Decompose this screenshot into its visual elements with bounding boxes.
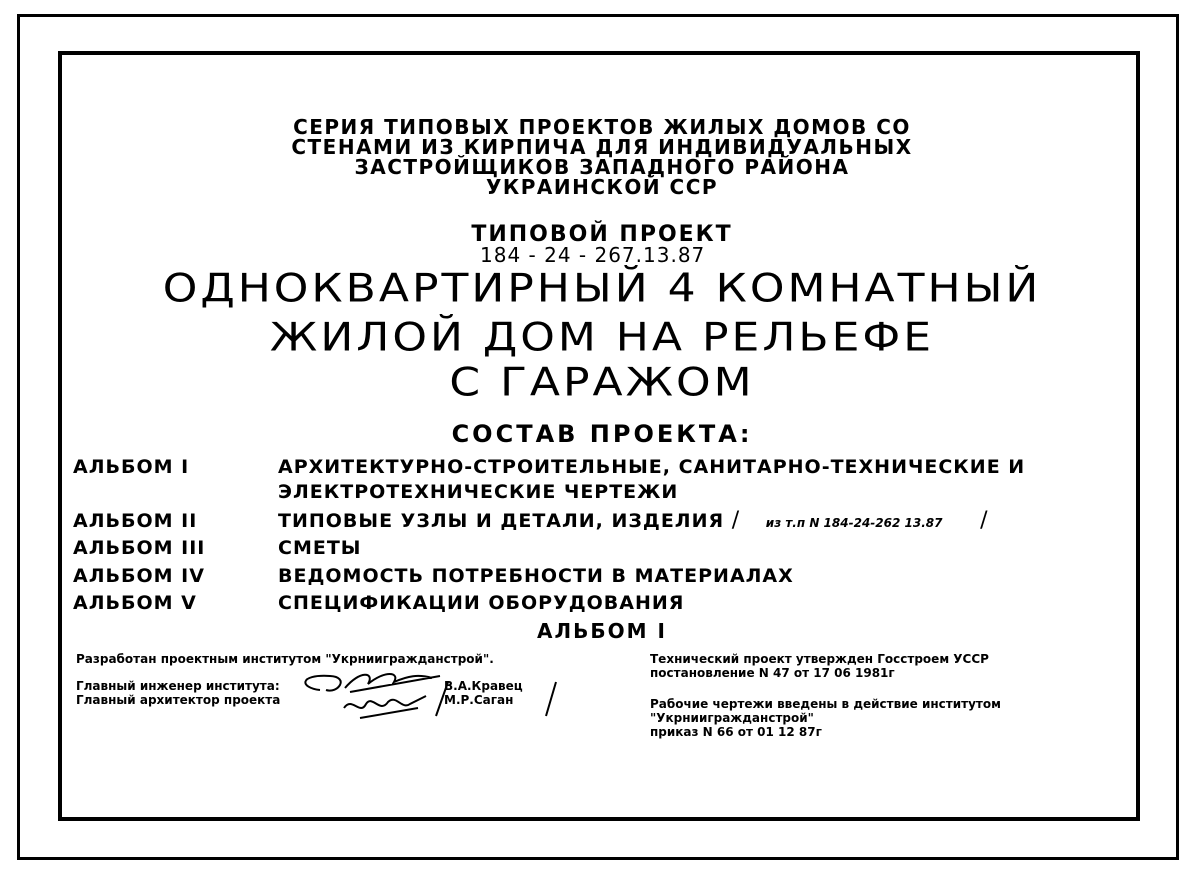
project-number: 184 - 24 - 267.13.87 — [480, 243, 706, 267]
series-line: СЕРИЯ ТИПОВЫХ ПРОЕКТОВ ЖИЛЫХ ДОМОВ СО — [293, 115, 911, 139]
staff-name: В.А.Кравец — [444, 679, 523, 693]
typical-project-label: ТИПОВОЙ ПРОЕКТ — [471, 222, 733, 247]
album-name: АЛЬБОМ II — [73, 510, 198, 532]
album-description: АРХИТЕКТУРНО-СТРОИТЕЛЬНЫЕ, САНИТАРНО-ТЕХНИЧЕСКИЕ И — [278, 456, 1026, 478]
working-drawings-line: "Укрниигражданстрой" — [650, 711, 814, 725]
series-line: СТЕНАМИ ИЗ КИРПИЧА ДЛЯ ИНДИВИДУАЛЬНЫХ — [291, 135, 913, 159]
staff-name: М.Р.Саган — [444, 693, 514, 707]
signature-separator — [428, 676, 558, 720]
approval-line: постановление N 47 от 17 06 1981г — [650, 666, 895, 680]
album-description: СМЕТЫ — [278, 537, 362, 559]
slash-divider: / — [731, 508, 741, 533]
title-line: ЖИЛОЙ ДОМ НА РЕЛЬЕФЕ — [269, 314, 935, 361]
album-description: ВЕДОМОСТЬ ПОТРЕБНОСТИ В МАТЕРИАЛАХ — [278, 565, 794, 587]
current-album: АЛЬБОМ I — [537, 619, 667, 643]
album-description-continued: ЭЛЕКТРОТЕХНИЧЕСКИЕ ЧЕРТЕЖИ — [278, 481, 679, 503]
album-row — [73, 508, 989, 533]
album-name: АЛЬБОМ III — [73, 537, 206, 559]
working-drawings-line: Рабочие чертежи введены в действие институтом — [650, 697, 1001, 711]
series-heading — [0, 117, 1204, 197]
album-name: АЛЬБОМ V — [73, 592, 197, 614]
slash-divider: / — [980, 508, 989, 533]
album-row — [73, 565, 794, 587]
composition-heading: СОСТАВ ПРОЕКТА: — [451, 420, 753, 448]
series-line: ЗАСТРОЙЩИКОВ ЗАПАДНОГО РАЙОНА — [354, 155, 850, 179]
series-line: УКРАИНСКОЙ ССР — [485, 175, 719, 199]
title-line: ОДНОКВАРТИРНЫЙ 4 КОМНАТНЫЙ — [162, 265, 1042, 312]
album-name: АЛЬБОМ I — [73, 456, 190, 478]
working-drawings-line: приказ N 66 от 01 12 87г — [650, 725, 822, 739]
developer-note: Разработан проектным институтом "Укрниигражданстрой". — [76, 652, 494, 666]
album-row — [73, 537, 361, 559]
album-reference: из т.п N 184-24-262 13.87 — [765, 516, 943, 530]
title-line: С ГАРАЖОМ — [449, 359, 755, 406]
album-name: АЛЬБОМ IV — [73, 565, 205, 587]
staff-role: Главный инженер института: — [76, 679, 280, 693]
approval-line: Технический проект утвержден Госстроем УССР — [650, 652, 989, 666]
album-row — [73, 592, 684, 614]
staff-role: Главный архитектор проекта — [76, 693, 281, 707]
album-description: СПЕЦИФИКАЦИИ ОБОРУДОВАНИЯ — [278, 592, 685, 614]
signature-chief-architect — [340, 690, 440, 722]
album-row — [73, 456, 1025, 478]
album-description: ТИПОВЫЕ УЗЛЫ И ДЕТАЛИ, ИЗДЕЛИЯ — [278, 510, 725, 532]
